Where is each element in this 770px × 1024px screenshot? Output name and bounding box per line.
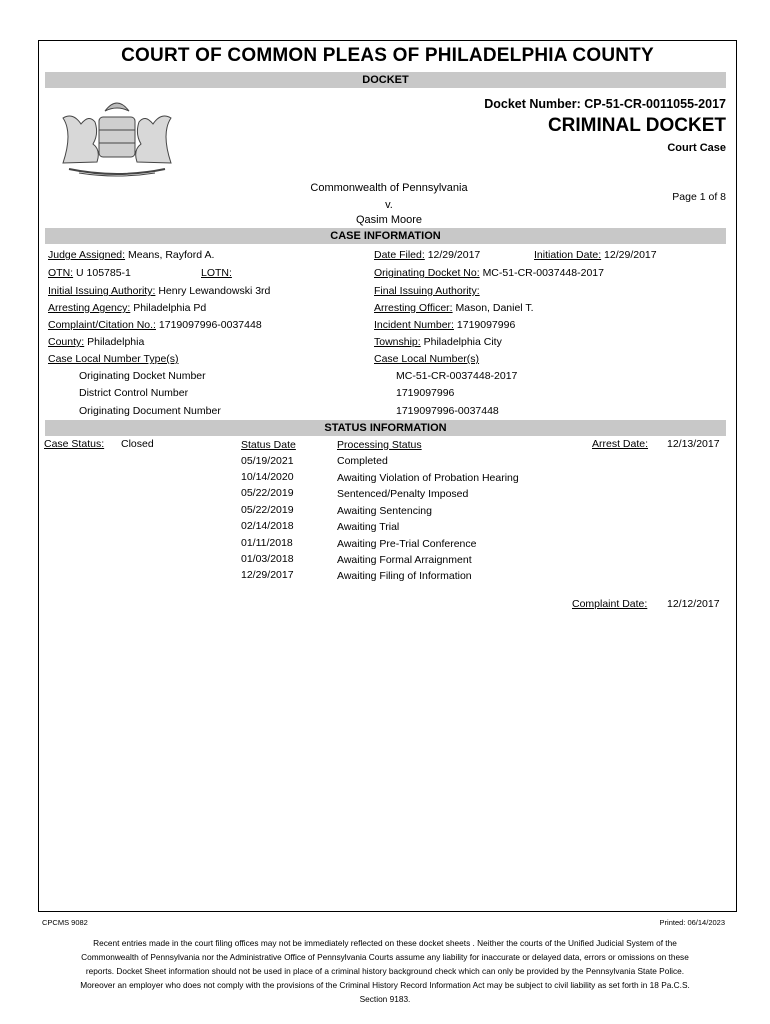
status-row-date: 10/14/2020 [241, 471, 294, 483]
local-type-1: District Control Number [79, 387, 189, 399]
initiation-label: Initiation Date: [534, 249, 602, 261]
docket-band: DOCKET [45, 72, 726, 88]
local-type-2: Originating Document Number [79, 405, 221, 417]
case-status-value: Closed [121, 438, 154, 450]
status-row-status: Awaiting Trial [337, 521, 400, 533]
orig-docket-label: Originating Docket No: [374, 267, 480, 279]
page-indicator: Page 1 of 8 [672, 191, 726, 203]
pennsylvania-seal-icon [49, 93, 185, 177]
status-information-band: STATUS INFORMATION [45, 420, 726, 436]
status-row-status: Awaiting Pre-Trial Conference [337, 538, 477, 550]
township-row [374, 336, 502, 348]
township-label: Township: [374, 336, 421, 348]
printed-date: Printed: 06/14/2023 [659, 918, 725, 927]
orig-docket-value: MC-51-CR-0037448-2017 [482, 267, 604, 279]
plaintiff: Commonwealth of Pennsylvania [310, 182, 468, 194]
status-row-status: Awaiting Sentencing [337, 505, 432, 517]
complaint-label: Complaint/Citation No.: [48, 319, 156, 331]
local-number-2: 1719097996-0037448 [396, 405, 499, 417]
county-label: County: [48, 336, 85, 348]
local-number-0: MC-51-CR-0037448-2017 [396, 370, 518, 382]
incident-row [374, 319, 515, 331]
status-row-date: 02/14/2018 [241, 520, 294, 532]
arresting-officer-label: Arresting Officer: [374, 302, 453, 314]
status-date-header: Status Date [241, 439, 296, 451]
status-row-status: Sentenced/Penalty Imposed [337, 488, 469, 500]
form-id: CPCMS 9082 [42, 918, 88, 927]
incident-value: 1719097996 [456, 319, 516, 331]
complaint-date-label: Complaint Date: [572, 598, 648, 610]
complaint-date-value: 12/12/2017 [667, 598, 720, 610]
judge-label: Judge Assigned: [48, 249, 126, 261]
arrest-date-value: 12/13/2017 [667, 438, 720, 450]
otn-row [48, 267, 131, 279]
docket-frame [38, 40, 737, 912]
county-row [48, 336, 144, 348]
defendant: Qasim Moore [355, 214, 423, 226]
otn-label: OTN: [48, 267, 74, 279]
versus: v. [385, 199, 393, 211]
disclaimer: Recent entries made in the court filing offices may not be immediately reflected on these docket sheets . Neither the courts of the Unified Judicial System of the Commonwealth of Pennsylvania nor the Administrative Office of Pennsylvania Courts assume any liability for inaccurate or delayed data, errors or omissions on these reports. Docket Sheet information should not be used in place of a criminal history background check which can only be provided by the Pennsylvania State Police. Moreover an employer who does not comply with the provisions of the Criminal History Record Information Act may be subject to civil liability as set forth in 18 Pa.C.S. Section 9183. [80, 938, 690, 1004]
status-row-date: 01/11/2018 [241, 537, 293, 549]
date-filed-value: 12/29/2017 [427, 249, 481, 261]
case-kind: Court Case [667, 142, 726, 154]
case-information-band: CASE INFORMATION [45, 228, 726, 244]
processing-status-header: Processing Status [337, 439, 422, 451]
local-type-0: Originating Docket Number [79, 370, 206, 382]
township-value: Philadelphia City [423, 336, 502, 348]
local-number-label: Case Local Number(s) [374, 353, 480, 365]
arresting-agency-value: Philadelphia Pd [133, 302, 207, 314]
status-row-status: Completed [337, 455, 388, 467]
final-authority-label: Final Issuing Authority: [374, 285, 480, 297]
complaint-value: 1719097996-0037448 [158, 319, 262, 331]
arresting-agency-row [48, 302, 206, 314]
status-row-status: Awaiting Filing of Information [337, 570, 472, 582]
status-row-date: 05/19/2021 [241, 455, 294, 467]
status-row-date: 12/29/2017 [241, 569, 294, 581]
judge-value: Means, Rayford A. [127, 249, 215, 261]
local-type-label: Case Local Number Type(s) [48, 353, 179, 365]
orig-docket-row [374, 267, 604, 279]
status-row-status: Awaiting Formal Arraignment [337, 554, 472, 566]
court-title: COURT OF COMMON PLEAS OF PHILADELPHIA COUNTY [121, 45, 654, 66]
case-status-label: Case Status: [44, 438, 105, 450]
status-row-date: 05/22/2019 [241, 487, 294, 499]
initiation-value: 12/29/2017 [604, 249, 657, 261]
arrest-date-label: Arrest Date: [592, 438, 649, 450]
initial-authority-value: Henry Lewandowski 3rd [158, 285, 271, 297]
judge-row [48, 249, 214, 261]
county-value: Philadelphia [87, 336, 145, 348]
arresting-officer-value: Mason, Daniel T. [455, 302, 534, 314]
date-filed-label: Date Filed: [374, 249, 425, 261]
initiation-row [534, 249, 657, 261]
status-row-status: Awaiting Violation of Probation Hearing [337, 472, 519, 484]
arresting-agency-label: Arresting Agency: [48, 302, 131, 314]
local-number-1: 1719097996 [396, 387, 455, 399]
lotn-label: LOTN: [201, 267, 232, 279]
status-row-date: 01/03/2018 [241, 553, 294, 565]
complaint-row [48, 319, 262, 331]
date-filed-row [374, 249, 480, 261]
arresting-officer-row [374, 302, 534, 314]
otn-value: U 105785-1 [76, 267, 131, 279]
initial-authority-row [48, 285, 270, 297]
docket-number: Docket Number: CP-51-CR-0011055-2017 [484, 97, 726, 111]
status-row-date: 05/22/2019 [241, 504, 294, 516]
criminal-docket-heading: CRIMINAL DOCKET [547, 115, 726, 136]
initial-authority-label: Initial Issuing Authority: [48, 285, 156, 297]
incident-label: Incident Number: [374, 319, 454, 331]
